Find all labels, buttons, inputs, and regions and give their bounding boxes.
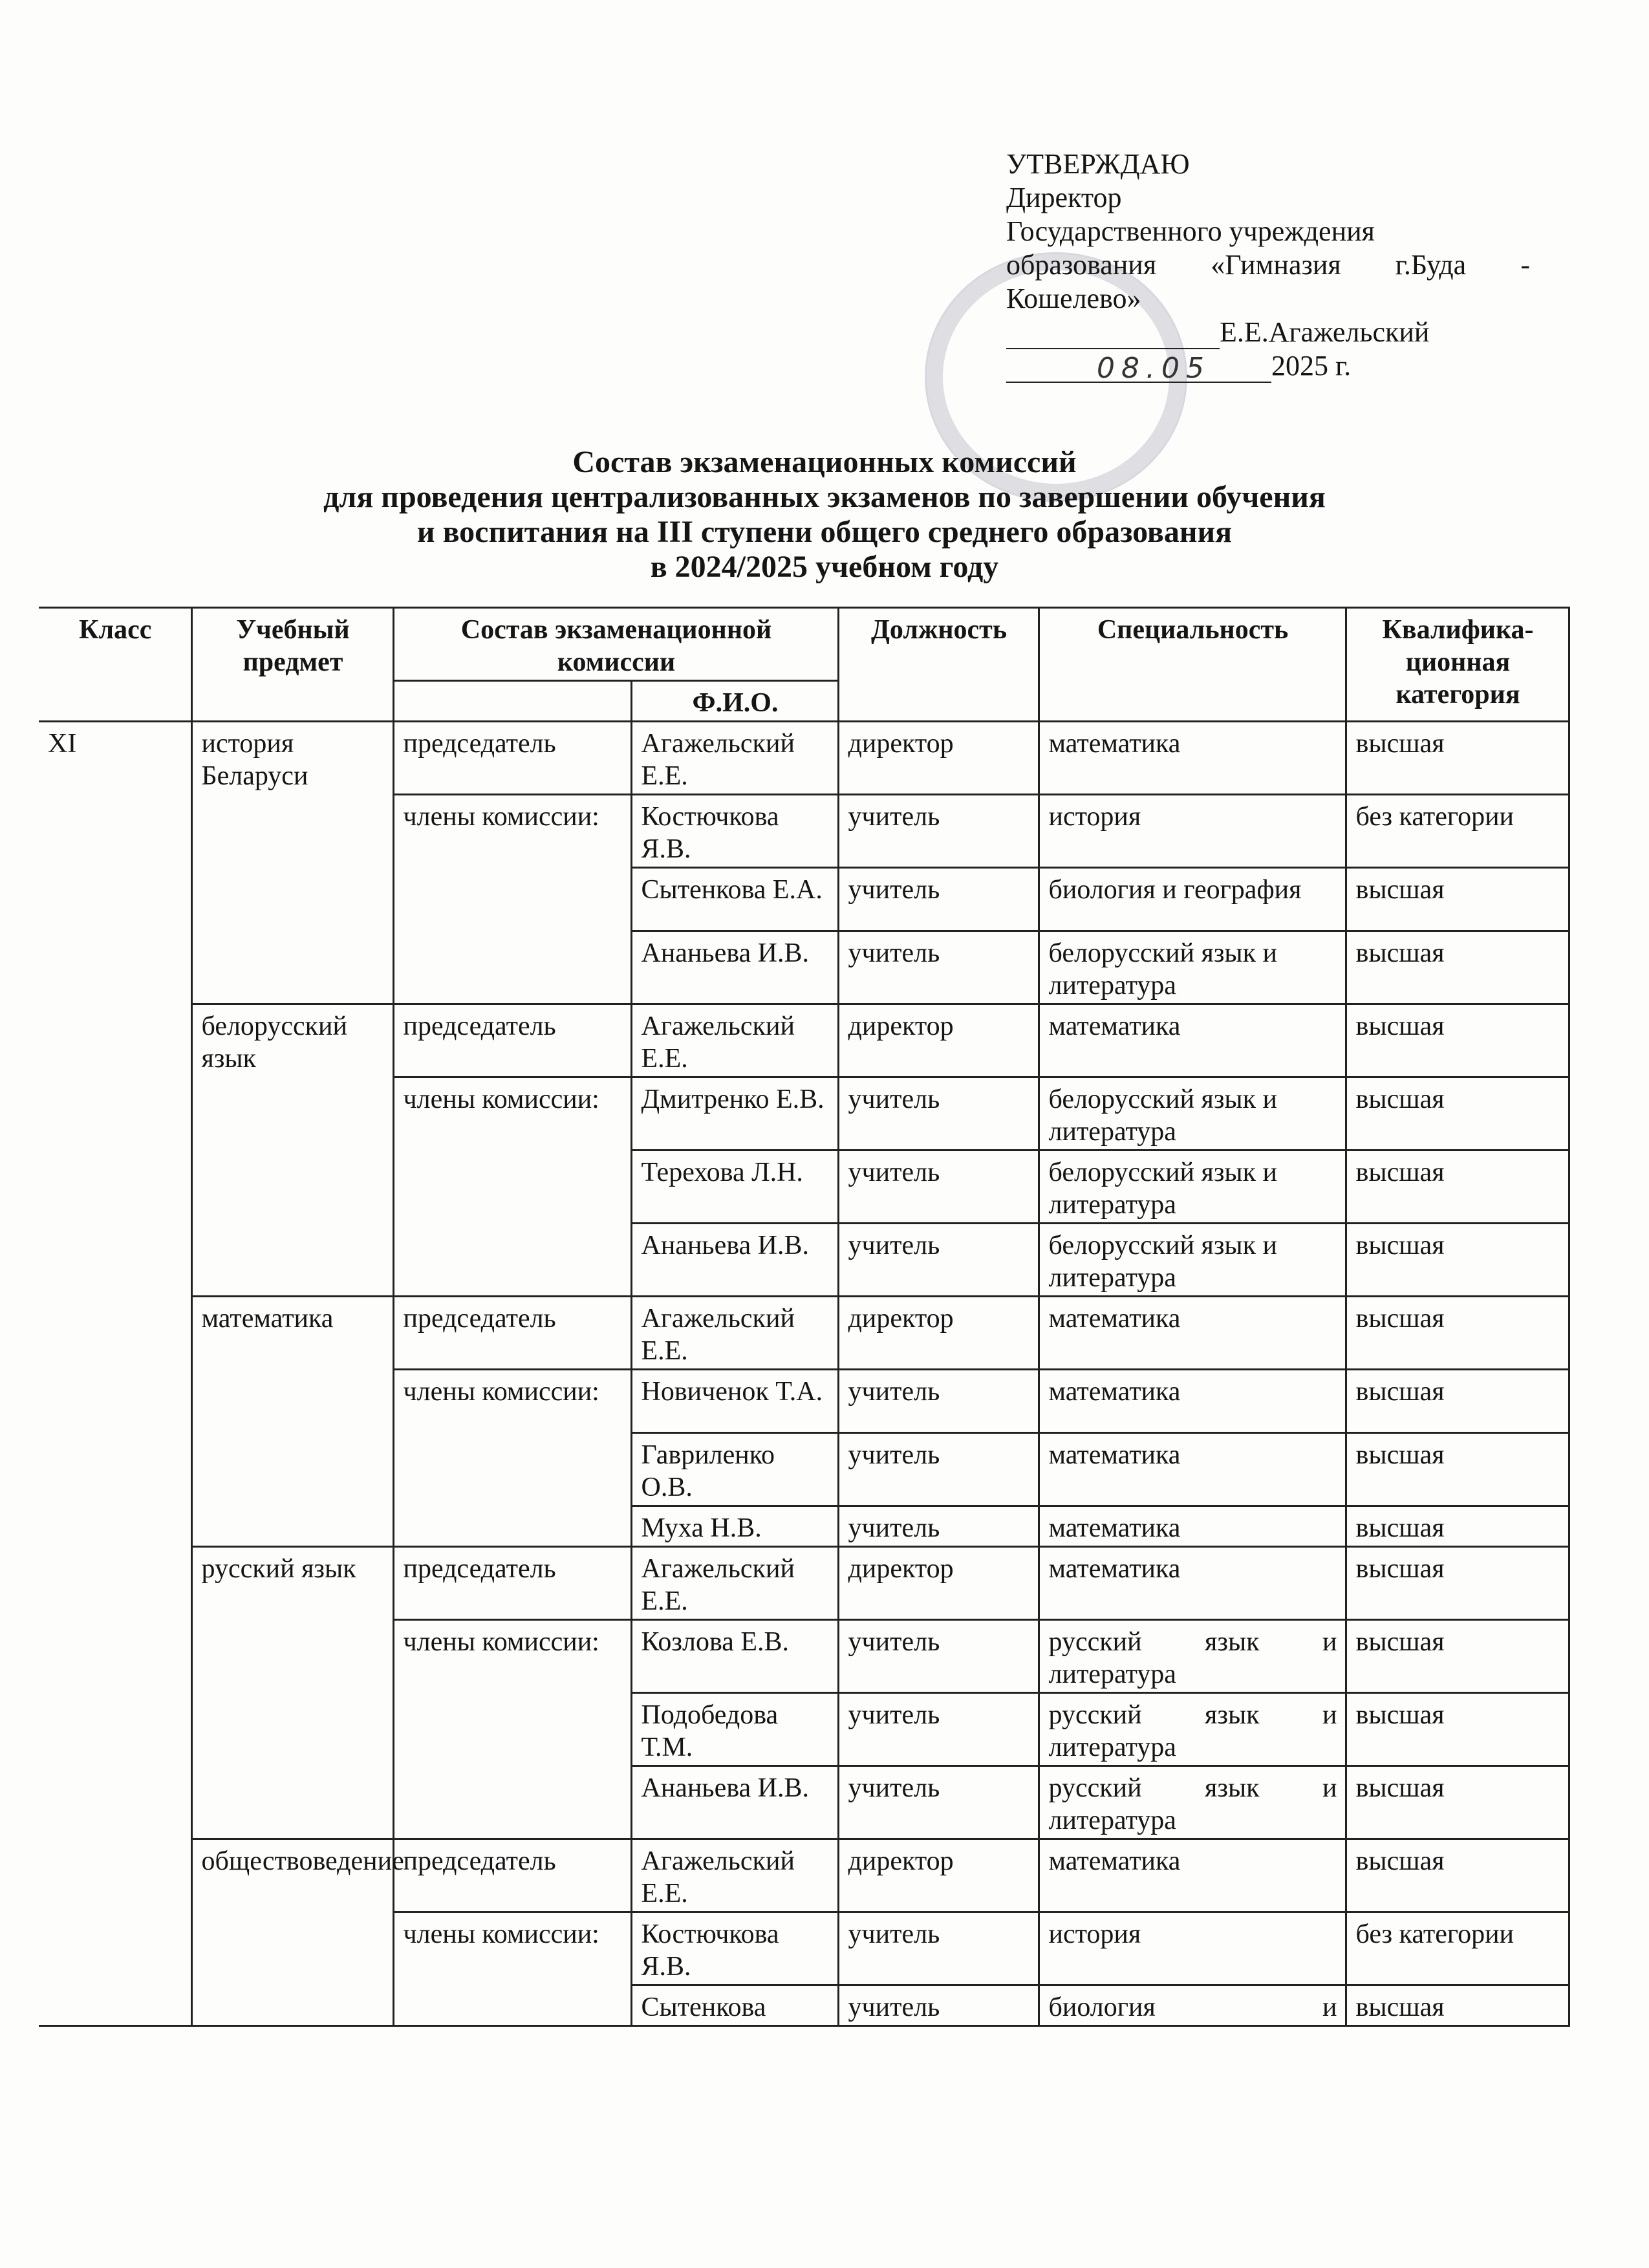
cell-name: Агажельский Е.Е. <box>631 1297 838 1370</box>
cell-position: директор <box>838 1839 1039 1912</box>
cell-position: директор <box>838 1004 1039 1077</box>
cell-category: высшая <box>1346 1985 1569 2026</box>
handwritten-date: 08.05 <box>1097 352 1211 385</box>
cell-role-chair: председатель <box>393 722 631 795</box>
approval-year: 2025 г. <box>1271 350 1352 382</box>
cell-category: без категории <box>1346 1912 1569 1985</box>
cell-role-chair: председатель <box>393 1547 631 1620</box>
commission-table <box>39 607 1570 2027</box>
cell-name: Подобедова Т.М. <box>631 1693 838 1766</box>
approval-org-line1: Государственного учреждения <box>1006 215 1375 247</box>
cell-role-chair: председатель <box>393 1297 631 1370</box>
cell-category: высшая <box>1346 1839 1569 1912</box>
cell-speciality: белорусский язык и литература <box>1039 931 1346 1004</box>
cell-name: Гавриленко О.В. <box>631 1433 838 1506</box>
cell-speciality: русский язык и литература <box>1039 1620 1346 1693</box>
cell-name: Сытенкова <box>631 1985 838 2026</box>
cell-category: высшая <box>1346 1224 1569 1297</box>
cell-category: высшая <box>1346 1547 1569 1620</box>
cell-name: Козлова Е.В. <box>631 1620 838 1693</box>
cell-category: высшая <box>1346 1004 1569 1077</box>
cell-position: учитель <box>838 1224 1039 1297</box>
cell-role-members: члены комиссии: <box>393 1370 631 1547</box>
cell-name: Сытенкова Е.А. <box>631 868 838 931</box>
cell-name: Новиченок Т.А. <box>631 1370 838 1433</box>
cell-position: учитель <box>838 1912 1039 1985</box>
date-line <box>1245 353 1271 383</box>
cell-subject: белорусский язык <box>191 1004 393 1297</box>
cell-role-members: члены комиссии: <box>393 1912 631 2026</box>
cell-position: учитель <box>838 1985 1039 2026</box>
cell-position: учитель <box>838 1693 1039 1766</box>
cell-speciality: история <box>1039 795 1346 868</box>
table-row <box>39 1004 1569 1077</box>
cell-position: учитель <box>838 1766 1039 1839</box>
approval-signer: Е.Е.Агажельский <box>1220 316 1430 348</box>
cell-category: высшая <box>1346 1693 1569 1766</box>
cell-position: учитель <box>838 1077 1039 1150</box>
cell-position: учитель <box>838 1433 1039 1506</box>
cell-speciality: математика <box>1039 722 1346 795</box>
signature-line <box>1006 319 1220 349</box>
cell-position: учитель <box>838 1150 1039 1224</box>
table-body <box>39 722 1569 2026</box>
cell-speciality: биология и география <box>1039 868 1346 931</box>
cell-position: директор <box>838 1297 1039 1370</box>
cell-name: Костючкова Я.В. <box>631 1912 838 1985</box>
cell-speciality: белорусский язык и литература <box>1039 1224 1346 1297</box>
cell-role-chair: председатель <box>393 1839 631 1912</box>
cell-speciality: математика <box>1039 1547 1346 1620</box>
cell-speciality: математика <box>1039 1506 1346 1547</box>
cell-category: высшая <box>1346 1433 1569 1506</box>
date-line <box>1006 353 1245 383</box>
cell-category: высшая <box>1346 868 1569 931</box>
header-speciality: Специальность <box>1039 608 1346 722</box>
approval-org-line2 <box>1006 248 1530 282</box>
title-line: и воспитания на III ступени общего среднего образования <box>416 515 1233 549</box>
cell-speciality: математика <box>1039 1297 1346 1370</box>
cell-position: учитель <box>838 1370 1039 1433</box>
cell-category: высшая <box>1346 1150 1569 1224</box>
header-composition: Состав экзаменационной комиссии <box>393 608 838 681</box>
cell-class: XI <box>39 722 191 2026</box>
cell-position: учитель <box>838 1506 1039 1547</box>
cell-speciality: белорусский язык и литература <box>1039 1077 1346 1150</box>
approval-position: Директор <box>1006 182 1122 213</box>
cell-name: Агажельский Е.Е. <box>631 1547 838 1620</box>
cell-category: высшая <box>1346 1506 1569 1547</box>
cell-category: высшая <box>1346 1766 1569 1839</box>
cell-name: Терехова Л.Н. <box>631 1150 838 1224</box>
header-subject: Учебный предмет <box>191 608 393 722</box>
cell-role-members: члены комиссии: <box>393 1620 631 1839</box>
cell-name: Ананьева И.В. <box>631 931 838 1004</box>
cell-name: Агажельский Е.Е. <box>631 1004 838 1077</box>
cell-speciality: биология и <box>1039 1985 1346 2026</box>
approval-block <box>1006 147 1536 383</box>
cell-name: Ананьева И.В. <box>631 1766 838 1839</box>
title-line: Состав экзаменационных комиссий <box>572 445 1077 479</box>
table-row <box>39 1547 1569 1620</box>
header-fio: Ф.И.О. <box>631 681 838 722</box>
cell-name: Агажельский Е.Е. <box>631 722 838 795</box>
cell-subject: математика <box>191 1297 393 1547</box>
cell-subject: история Беларуси <box>191 722 393 1004</box>
cell-category: высшая <box>1346 931 1569 1004</box>
header-class: Класс <box>39 608 191 722</box>
title-line: в 2024/2025 учебном году <box>650 550 999 584</box>
cell-speciality: русский язык и литература <box>1039 1766 1346 1839</box>
title-line: для проведения централизованных экзаменов по завершении обучения <box>323 480 1326 514</box>
cell-name: Ананьева И.В. <box>631 1224 838 1297</box>
approval-org-word: образования <box>1006 249 1157 281</box>
cell-name: Агажельский Е.Е. <box>631 1839 838 1912</box>
approval-org-word: «Гимназия <box>1211 249 1341 281</box>
cell-role-chair: председатель <box>393 1004 631 1077</box>
cell-name: Дмитренко Е.В. <box>631 1077 838 1150</box>
approval-heading: УТВЕРЖДАЮ <box>1006 148 1190 180</box>
table-row <box>39 722 1569 795</box>
cell-name: Муха Н.В. <box>631 1506 838 1547</box>
cell-category: высшая <box>1346 722 1569 795</box>
cell-category: высшая <box>1346 1077 1569 1150</box>
cell-category: без категории <box>1346 795 1569 868</box>
cell-category: высшая <box>1346 1620 1569 1693</box>
cell-position: учитель <box>838 931 1039 1004</box>
cell-position: учитель <box>838 1620 1039 1693</box>
header-role-blank <box>393 681 631 722</box>
header-position: Должность <box>838 608 1039 722</box>
cell-category: высшая <box>1346 1297 1569 1370</box>
cell-speciality: математика <box>1039 1004 1346 1077</box>
cell-position: директор <box>838 1547 1039 1620</box>
cell-speciality: математика <box>1039 1839 1346 1912</box>
header-category: Квалифика-ционная категория <box>1346 608 1569 722</box>
cell-speciality: математика <box>1039 1370 1346 1433</box>
cell-speciality: математика <box>1039 1433 1346 1506</box>
approval-org-word: - <box>1520 249 1530 281</box>
cell-position: директор <box>838 722 1039 795</box>
cell-position: учитель <box>838 795 1039 868</box>
approval-date-row <box>1006 349 1536 383</box>
document-title <box>0 445 1649 585</box>
cell-speciality: русский язык и литература <box>1039 1693 1346 1766</box>
approval-org-word: г.Буда <box>1395 249 1467 281</box>
cell-role-members: члены комиссии: <box>393 795 631 1004</box>
approval-signature-row <box>1006 316 1536 349</box>
cell-role-members: члены комиссии: <box>393 1077 631 1297</box>
cell-subject: русский язык <box>191 1547 393 1839</box>
cell-speciality: белорусский язык и литература <box>1039 1150 1346 1224</box>
cell-subject: обществоведение <box>191 1839 393 2026</box>
table-row <box>39 1839 1569 1912</box>
table-row <box>39 1297 1569 1370</box>
cell-speciality: история <box>1039 1912 1346 1985</box>
approval-org-line3: Кошелево» <box>1006 283 1141 314</box>
cell-position: учитель <box>838 868 1039 931</box>
cell-category: высшая <box>1346 1370 1569 1433</box>
cell-name: Костючкова Я.В. <box>631 795 838 868</box>
